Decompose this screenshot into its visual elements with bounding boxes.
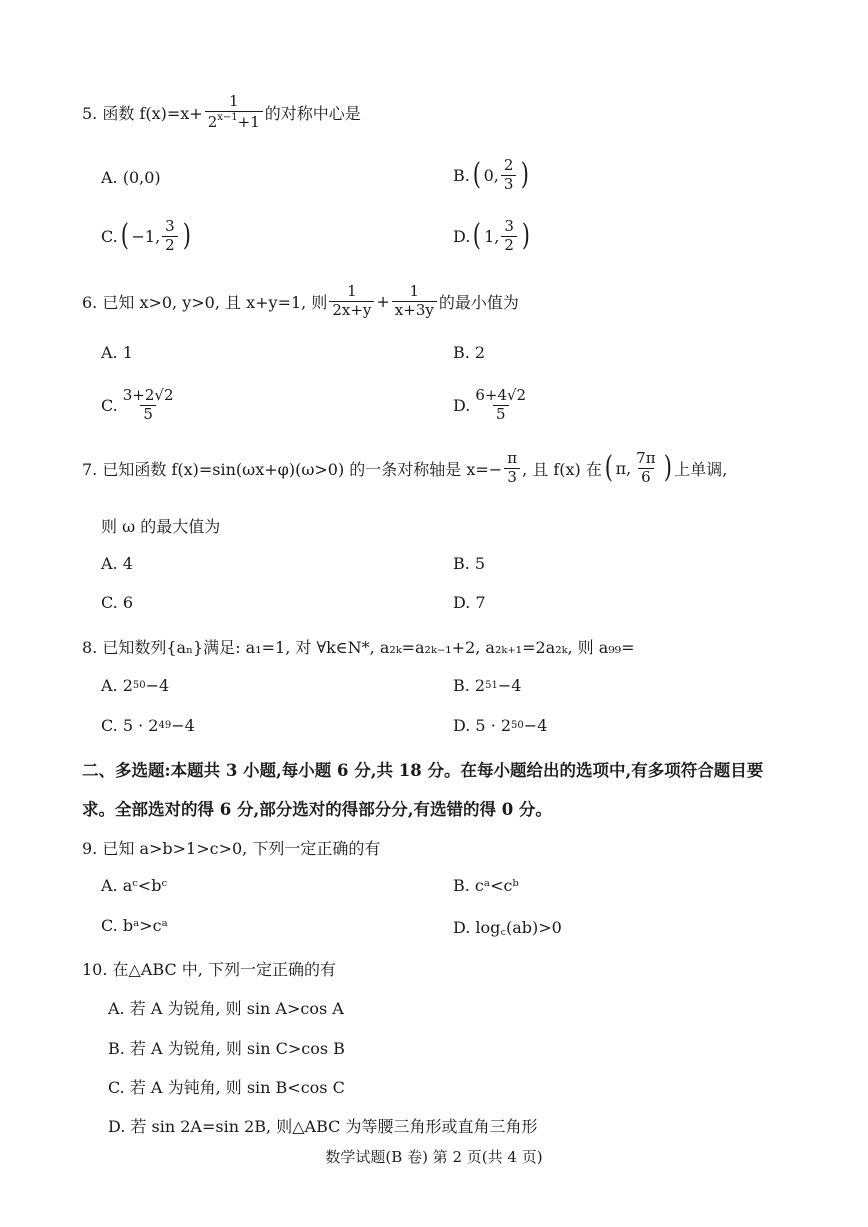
q5-option-b [453, 158, 532, 193]
left-paren: ( [472, 157, 481, 193]
q5-den-exp: x−1 [217, 111, 238, 123]
q7-option-d: D. 7 [453, 593, 486, 612]
q5-option-b-label: B. [453, 165, 470, 185]
q5-option-c-den: 2 [162, 236, 178, 254]
q9-stem: 9. 已知 a>b>1>c>0, 下列一定正确的有 [82, 839, 381, 858]
q9-option-a: A. aᶜ<bᶜ [101, 876, 167, 895]
q8-option-d-base: D. 5 · 2 [453, 716, 512, 735]
q8-option-c [101, 716, 195, 735]
q6-option-c-den: 5 [140, 405, 156, 423]
q8-option-b [453, 676, 521, 695]
q10-option-d: D. 若 sin 2A=sin 2B, 则△ABC 为等腰三角形或直角三角形 [108, 1117, 538, 1136]
q9-option-d: D. log꜀(ab)>0 [453, 918, 562, 937]
q5-option-c [101, 219, 193, 254]
q9-option-c: C. bᵃ>cᵃ [101, 916, 168, 935]
q5-den-tail: +1 [237, 112, 260, 131]
section2-line1: 二、多选题:本题共 3 小题,每小题 6 分,共 18 分。在每小题给出的选项中,有多项符合题目要 [82, 761, 764, 780]
q6-f2-num: 1 [409, 282, 420, 300]
q5-option-b-den: 3 [501, 175, 517, 193]
left-paren: ( [473, 218, 482, 254]
q7-stem-post: 上单调, [674, 459, 728, 479]
q10-stem: 10. 在△ABC 中, 下列一定正确的有 [82, 960, 336, 979]
q6-stem-post: 的最小值为 [438, 292, 519, 312]
q6-option-b: B. 2 [453, 343, 486, 362]
q5-option-d-den: 2 [501, 236, 517, 254]
q5-option-d [453, 219, 533, 254]
q7-stem-mid: , 且 f(x) 在 [522, 459, 602, 479]
q6-option-d [453, 388, 531, 423]
q8-option-a-tail: −4 [145, 676, 170, 695]
q8-option-a-base: A. 2 [101, 676, 133, 695]
q7-stem [82, 451, 727, 486]
q8-option-d-exp: 50 [511, 720, 524, 731]
q5-option-d-label: D. [453, 226, 471, 246]
q10-option-b: B. 若 A 为锐角, 则 sin C>cos B [108, 1039, 345, 1058]
q6-stem-pre: 6. 已知 x>0, y>0, 且 x+y=1, 则 [82, 292, 328, 312]
q5-fraction [205, 94, 263, 131]
q5-fraction-den [205, 111, 263, 131]
right-paren: ) [521, 157, 530, 193]
q7-stem-pre: 7. 已知函数 f(x)=sin(ωx+φ)(ω>0) 的一条对称轴是 x=− [82, 459, 503, 479]
q9-option-b: B. cᵃ<cᵇ [453, 876, 519, 895]
q6-option-d-label: D. [453, 395, 471, 415]
q7-interval-den: 6 [638, 468, 654, 486]
q6-f1-num: 1 [347, 282, 357, 300]
q7-interval-first: π, [615, 458, 632, 478]
page-footer: 数学试题(B 卷) 第 2 页(共 4 页) [325, 1148, 543, 1166]
q7-stem-line2: 则 ω 的最大值为 [101, 517, 221, 536]
q6-option-c [101, 388, 179, 423]
section2-line2: 求。全部选对的得 6 分,部分选对的得部分分,有选错的得 0 分。 [82, 800, 552, 819]
right-paren: ) [521, 218, 530, 254]
q6-fraction-2 [392, 284, 437, 319]
q5-stem [82, 94, 361, 131]
q8-option-d-tail: −4 [523, 716, 548, 735]
q6-f1-den: 2x+y [329, 301, 374, 319]
q8-option-b-tail: −4 [497, 676, 522, 695]
q7-option-a: A. 4 [101, 554, 133, 573]
q5-option-b-num: 2 [503, 156, 514, 174]
right-paren: ) [663, 450, 672, 486]
q8-option-c-exp: 49 [158, 720, 172, 731]
q8-option-d [453, 716, 547, 735]
q5-option-a: A. (0,0) [101, 168, 161, 187]
q8-stem: 8. 已知数列{aₙ}满足: a₁=1, 对 ∀k∈N*, a₂ₖ=a₂ₖ₋₁+2, a₂ₖ₊₁=2a₂ₖ, 则 a₉₉= [82, 638, 635, 657]
q5-option-d-frac [501, 219, 517, 254]
q6-fraction-1 [329, 284, 374, 319]
q5-option-c-label: C. [101, 226, 118, 246]
left-paren: ( [120, 218, 129, 254]
q6-f2-den: x+3y [392, 301, 437, 319]
q5-option-b-first: 0, [483, 165, 499, 185]
q5-option-c-first: −1, [131, 226, 161, 246]
q8-option-a-exp: 50 [132, 680, 146, 691]
q7-option-b: B. 5 [453, 554, 486, 573]
q7-interval-frac [633, 451, 658, 486]
right-paren: ) [182, 218, 191, 254]
q5-option-d-first: 1, [484, 226, 500, 246]
q6-option-d-den: 5 [493, 405, 509, 423]
q5-stem-post: 的对称中心是 [264, 103, 361, 123]
q6-stem [82, 284, 519, 319]
q5-den-base: 2 [207, 112, 218, 131]
q5-option-b-frac [501, 158, 517, 193]
q8-option-b-exp: 51 [485, 680, 498, 691]
q6-option-d-num: 6+4√2 [475, 386, 527, 404]
q6-option-a: A. 1 [101, 343, 133, 362]
q6-plus: + [376, 291, 390, 311]
q5-option-d-num: 3 [504, 217, 514, 235]
q7-axis-num: π [507, 449, 518, 467]
q8-option-b-base: B. 2 [453, 676, 486, 695]
q6-option-d-frac [472, 388, 529, 423]
q7-axis-frac [504, 451, 520, 486]
q5-option-c-num: 3 [165, 217, 175, 235]
q8-option-a [101, 676, 169, 695]
q6-option-c-label: C. [101, 395, 118, 415]
q8-option-c-tail: −4 [171, 716, 195, 735]
q5-stem-pre: 5. 函数 f(x)=x+ [82, 103, 203, 123]
q10-option-c: C. 若 A 为钝角, 则 sin B<cos C [108, 1078, 345, 1097]
q5-option-c-frac [162, 219, 178, 254]
q10-option-a: A. 若 A 为锐角, 则 sin A>cos A [108, 999, 344, 1018]
q8-option-c-base: C. 5 · 2 [101, 716, 159, 735]
q7-interval-num: 7π [636, 449, 656, 467]
q7-axis-den: 3 [504, 468, 520, 486]
q5-fraction-num: 1 [228, 92, 239, 110]
q6-option-c-frac [120, 388, 177, 423]
q7-option-c: C. 6 [101, 593, 134, 612]
left-paren: ( [604, 450, 613, 486]
q6-option-c-num: 3+2√2 [122, 386, 174, 404]
